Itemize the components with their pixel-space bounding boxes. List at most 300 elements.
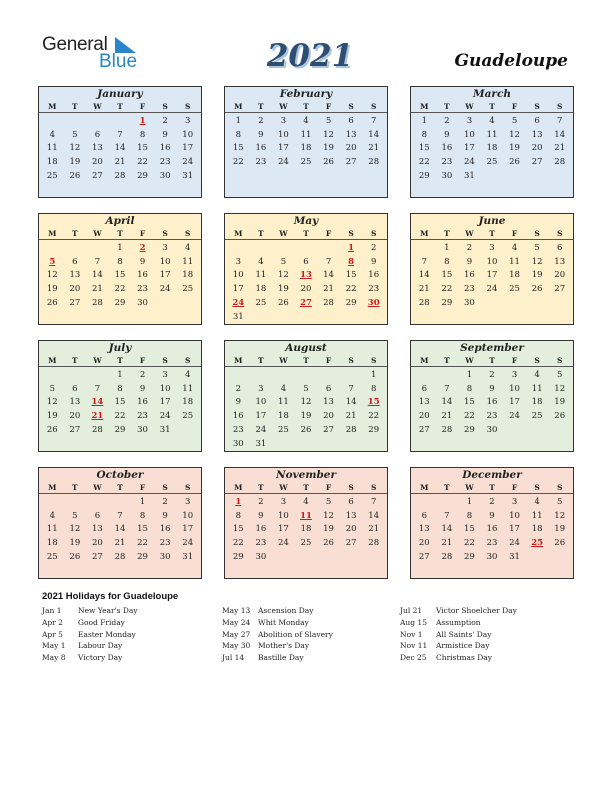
day-cell: 18 <box>278 411 289 422</box>
day-cell: 24 <box>509 411 520 422</box>
day-cell: 19 <box>46 411 58 422</box>
weekday-header: T <box>489 102 495 111</box>
month-october <box>38 467 202 579</box>
day-cell: 3 <box>511 496 518 507</box>
day-cell: 28 <box>114 171 126 182</box>
holiday-day: 14 <box>91 397 104 408</box>
weekday-header-row <box>39 482 201 494</box>
day-cell: 20 <box>418 538 430 549</box>
day-cell: 10 <box>232 270 244 281</box>
weekday-header: T <box>72 356 78 365</box>
day-cell: 19 <box>554 524 566 535</box>
day-cell: 21 <box>368 524 380 535</box>
day-grid <box>411 367 573 437</box>
day-cell: 16 <box>137 270 148 281</box>
day-cell: 19 <box>509 143 520 154</box>
day-cell: 26 <box>323 538 334 549</box>
day-cell: 14 <box>368 510 380 521</box>
day-cell: 13 <box>345 129 357 140</box>
day-grid <box>411 240 573 310</box>
holiday-row <box>222 652 333 664</box>
day-cell: 4 <box>534 369 540 380</box>
month-august <box>224 340 388 452</box>
weekday-header: F <box>511 229 518 238</box>
holiday-date: Nov 1 <box>400 629 423 639</box>
day-grid <box>39 240 201 310</box>
holiday-column <box>222 605 333 664</box>
day-cell: 13 <box>92 524 103 535</box>
day-cell: 25 <box>255 298 267 309</box>
day-cell: 18 <box>531 524 543 535</box>
holiday-day: 25 <box>531 538 544 549</box>
day-cell: 1 <box>444 242 450 253</box>
day-cell: 9 <box>258 129 264 140</box>
day-cell: 18 <box>531 397 543 408</box>
day-cell: 26 <box>69 552 81 563</box>
day-cell: 6 <box>303 256 309 267</box>
day-cell: 21 <box>323 284 334 295</box>
day-cell: 3 <box>280 115 287 126</box>
day-cell: 3 <box>184 115 191 126</box>
day-cell: 20 <box>92 538 103 549</box>
day-cell: 20 <box>418 411 430 422</box>
holiday-row <box>42 652 138 664</box>
holiday-date: May 1 <box>42 641 66 651</box>
day-cell: 14 <box>368 129 380 140</box>
holiday-row <box>400 652 517 664</box>
day-cell: 16 <box>441 143 453 154</box>
day-cell: 22 <box>232 538 244 549</box>
day-cell: 23 <box>159 538 171 549</box>
weekday-header: M <box>48 356 57 365</box>
month-name: January <box>97 88 143 100</box>
holiday-row <box>400 617 517 629</box>
day-cell: 25 <box>531 411 543 422</box>
holiday-name: Assumption <box>436 617 481 627</box>
holiday-date: May 30 <box>222 641 251 651</box>
holiday-row <box>222 629 333 641</box>
holiday-name: All Saints' Day <box>436 629 492 639</box>
day-cell: 2 <box>370 242 377 253</box>
day-cell: 27 <box>418 552 430 563</box>
holiday-date: Apr 2 <box>42 617 63 627</box>
day-cell: 30 <box>232 438 244 449</box>
holiday-name: Victor Shoelcher Day <box>436 606 517 615</box>
holiday-name: New Year's Day <box>78 606 138 615</box>
weekday-header: W <box>93 483 102 492</box>
weekday-header: S <box>162 483 168 492</box>
weekday-header: M <box>420 483 429 492</box>
weekday-header: S <box>162 229 168 238</box>
holiday-row <box>222 605 333 617</box>
day-cell: 13 <box>69 270 81 281</box>
day-cell: 5 <box>303 383 309 394</box>
day-cell: 24 <box>159 284 171 295</box>
day-cell: 20 <box>69 284 81 295</box>
day-cell: 1 <box>370 369 377 380</box>
day-cell: 16 <box>464 270 475 281</box>
day-cell: 9 <box>466 256 473 267</box>
weekday-header: T <box>258 483 264 492</box>
weekday-header: S <box>162 356 168 365</box>
weekday-header: W <box>93 102 102 111</box>
day-cell: 15 <box>114 270 126 281</box>
day-cell: 20 <box>531 143 543 154</box>
day-cell: 30 <box>441 171 453 182</box>
weekday-header-row <box>225 101 387 113</box>
day-cell: 9 <box>489 383 495 394</box>
day-cell: 28 <box>418 298 430 309</box>
day-cell: 12 <box>554 383 566 394</box>
day-cell: 14 <box>345 397 357 408</box>
day-cell: 22 <box>137 538 148 549</box>
holiday-date: Jan 1 <box>42 606 62 615</box>
weekday-header: S <box>348 229 354 238</box>
day-grid <box>39 494 201 564</box>
day-cell: 8 <box>235 129 241 140</box>
day-cell: 4 <box>489 115 495 126</box>
day-cell: 26 <box>69 171 81 182</box>
day-cell: 26 <box>554 538 566 549</box>
weekday-header: S <box>184 483 191 492</box>
day-cell: 3 <box>280 496 287 507</box>
month-september <box>410 340 574 452</box>
day-cell: 27 <box>531 157 543 168</box>
day-cell: 6 <box>534 115 540 126</box>
day-cell: 18 <box>486 143 498 154</box>
holiday-row <box>400 640 517 652</box>
day-cell: 27 <box>69 425 81 436</box>
day-cell: 30 <box>159 552 171 563</box>
day-cell: 15 <box>137 143 148 154</box>
weekday-header-row <box>39 355 201 367</box>
day-cell: 9 <box>444 129 450 140</box>
day-cell: 12 <box>509 129 520 140</box>
day-cell: 23 <box>486 411 498 422</box>
day-cell: 23 <box>255 157 267 168</box>
day-cell: 8 <box>370 383 377 394</box>
day-cell: 4 <box>184 369 191 380</box>
day-cell: 16 <box>159 524 171 535</box>
day-cell: 16 <box>368 270 380 281</box>
day-cell: 6 <box>556 242 563 253</box>
holiday-column <box>400 605 517 664</box>
day-cell: 4 <box>534 496 540 507</box>
holiday-column <box>42 605 138 664</box>
weekday-header: T <box>117 483 123 492</box>
day-cell: 4 <box>49 510 55 521</box>
day-cell: 16 <box>486 524 498 535</box>
day-cell: 5 <box>534 242 540 253</box>
weekday-header: W <box>279 229 288 238</box>
day-cell: 30 <box>486 552 498 563</box>
day-cell: 17 <box>255 411 267 422</box>
day-cell: 13 <box>418 397 430 408</box>
day-cell: 26 <box>300 425 312 436</box>
day-cell: 13 <box>345 510 357 521</box>
weekday-header: T <box>303 229 309 238</box>
weekday-header: T <box>117 356 123 365</box>
day-cell: 15 <box>137 524 148 535</box>
day-cell: 21 <box>114 157 126 168</box>
weekday-header: W <box>279 483 288 492</box>
day-cell: 23 <box>232 425 244 436</box>
day-cell: 25 <box>300 157 312 168</box>
day-cell: 12 <box>69 524 81 535</box>
day-cell: 5 <box>325 496 332 507</box>
day-cell: 10 <box>509 510 520 521</box>
weekday-header: S <box>556 229 563 238</box>
day-cell: 30 <box>137 298 148 309</box>
day-cell: 2 <box>235 383 241 394</box>
holiday-day: 21 <box>91 411 104 422</box>
day-cell: 22 <box>232 157 244 168</box>
day-cell: 11 <box>255 270 267 281</box>
day-grid <box>39 113 201 183</box>
day-cell: 3 <box>466 115 473 126</box>
month-december <box>410 467 574 579</box>
month-april <box>38 213 202 325</box>
weekday-header: T <box>489 483 495 492</box>
day-cell: 15 <box>464 397 475 408</box>
day-cell: 19 <box>323 524 334 535</box>
month-may <box>224 213 388 325</box>
weekday-header: W <box>465 229 474 238</box>
day-cell: 26 <box>554 411 566 422</box>
day-cell: 7 <box>556 115 563 126</box>
day-cell: 28 <box>345 425 357 436</box>
day-cell: 14 <box>418 270 430 281</box>
day-cell: 12 <box>554 510 566 521</box>
holiday-day: 30 <box>367 298 380 309</box>
weekday-header: S <box>370 483 377 492</box>
day-cell: 16 <box>159 143 171 154</box>
weekday-header: S <box>534 102 540 111</box>
day-cell: 30 <box>464 298 475 309</box>
day-cell: 22 <box>114 284 126 295</box>
weekday-header: F <box>139 102 146 111</box>
day-cell: 23 <box>137 284 148 295</box>
holiday-row <box>400 629 517 641</box>
day-cell: 27 <box>92 552 103 563</box>
day-cell: 22 <box>345 284 357 295</box>
day-cell: 21 <box>418 284 430 295</box>
day-cell: 3 <box>258 383 264 394</box>
day-cell: 13 <box>554 256 566 267</box>
weekday-header: T <box>303 102 309 111</box>
holiday-date: Apr 5 <box>42 629 63 639</box>
weekday-header: T <box>258 229 264 238</box>
calendar-year: 2021 <box>266 38 354 74</box>
day-cell: 10 <box>464 129 475 140</box>
day-cell: 10 <box>255 397 267 408</box>
holiday-date: May 13 <box>222 606 251 615</box>
day-cell: 2 <box>489 496 495 507</box>
day-cell: 28 <box>441 425 453 436</box>
month-name: June <box>478 215 506 227</box>
weekday-header: W <box>465 483 474 492</box>
day-cell: 21 <box>114 538 126 549</box>
day-cell: 3 <box>184 496 191 507</box>
weekday-header: M <box>420 102 429 111</box>
weekday-header: S <box>348 102 354 111</box>
holiday-row <box>42 629 138 641</box>
weekday-header: T <box>303 356 309 365</box>
day-cell: 4 <box>184 242 191 253</box>
holiday-name: Whit Monday <box>258 617 309 627</box>
weekday-header: W <box>93 356 102 365</box>
day-cell: 6 <box>94 510 101 521</box>
day-cell: 9 <box>235 397 241 408</box>
day-cell: 7 <box>370 496 377 507</box>
day-cell: 31 <box>159 425 171 436</box>
holiday-day: 8 <box>348 256 355 267</box>
day-cell: 27 <box>92 171 103 182</box>
day-cell: 12 <box>323 510 334 521</box>
day-cell: 6 <box>348 115 354 126</box>
day-cell: 30 <box>255 552 267 563</box>
weekday-header: T <box>72 483 78 492</box>
weekday-header: T <box>303 483 309 492</box>
holiday-row <box>222 640 333 652</box>
day-cell: 27 <box>345 157 357 168</box>
day-cell: 20 <box>92 157 103 168</box>
day-cell: 20 <box>69 411 81 422</box>
holiday-date: Nov 11 <box>400 641 428 651</box>
holiday-day: 27 <box>300 298 312 309</box>
day-cell: 12 <box>46 270 58 281</box>
day-cell: 8 <box>117 256 123 267</box>
weekday-header: S <box>556 483 563 492</box>
day-cell: 3 <box>511 369 518 380</box>
weekday-header: T <box>258 102 264 111</box>
day-cell: 13 <box>531 129 543 140</box>
day-cell: 11 <box>46 143 58 154</box>
day-cell: 3 <box>235 256 241 267</box>
day-cell: 19 <box>69 157 81 168</box>
day-cell: 6 <box>325 383 332 394</box>
day-cell: 5 <box>556 369 563 380</box>
weekday-header: M <box>48 102 57 111</box>
day-cell: 3 <box>489 242 495 253</box>
day-cell: 3 <box>162 242 168 253</box>
day-grid <box>411 113 573 183</box>
weekday-header: W <box>279 102 288 111</box>
day-cell: 15 <box>345 270 357 281</box>
holiday-day: 24 <box>232 298 245 309</box>
day-cell: 18 <box>300 143 312 154</box>
day-cell: 20 <box>554 270 566 281</box>
weekday-header-row <box>411 101 573 113</box>
day-grid <box>39 367 201 437</box>
day-cell: 8 <box>466 383 473 394</box>
day-cell: 9 <box>139 383 146 394</box>
month-name: July <box>108 342 132 354</box>
weekday-header: W <box>279 356 288 365</box>
day-cell: 22 <box>441 284 453 295</box>
day-cell: 9 <box>162 510 168 521</box>
day-cell: 4 <box>511 242 518 253</box>
day-cell: 28 <box>323 298 334 309</box>
day-cell: 31 <box>182 552 194 563</box>
holiday-row <box>42 605 138 617</box>
day-cell: 10 <box>182 129 194 140</box>
day-cell: 28 <box>114 552 126 563</box>
day-cell: 18 <box>182 397 194 408</box>
day-cell: 23 <box>441 157 453 168</box>
weekday-header: M <box>234 229 243 238</box>
holiday-day: 5 <box>49 256 56 267</box>
day-cell: 27 <box>554 284 566 295</box>
day-cell: 28 <box>554 157 566 168</box>
day-cell: 11 <box>531 510 543 521</box>
weekday-header: S <box>370 229 377 238</box>
day-cell: 19 <box>300 411 312 422</box>
weekday-header: T <box>489 356 495 365</box>
month-name: September <box>460 342 524 354</box>
day-cell: 7 <box>94 383 101 394</box>
day-cell: 7 <box>421 256 427 267</box>
day-cell: 5 <box>325 115 332 126</box>
weekday-header: W <box>93 229 102 238</box>
day-cell: 14 <box>554 129 566 140</box>
holiday-day: 11 <box>300 510 312 521</box>
day-grid <box>225 367 387 451</box>
day-cell: 13 <box>418 524 430 535</box>
holiday-name: Bastille Day <box>258 653 304 663</box>
day-cell: 14 <box>114 524 126 535</box>
weekday-header: S <box>184 102 191 111</box>
day-cell: 25 <box>278 425 289 436</box>
holiday-name: Easter Monday <box>78 629 136 639</box>
day-cell: 26 <box>46 425 58 436</box>
day-cell: 17 <box>159 270 171 281</box>
day-cell: 6 <box>348 496 354 507</box>
day-cell: 21 <box>345 411 357 422</box>
day-cell: 11 <box>278 397 289 408</box>
day-cell: 17 <box>182 524 194 535</box>
weekday-header: S <box>184 356 191 365</box>
holiday-name: Abolition of Slavery <box>258 629 333 639</box>
weekday-header: S <box>370 102 377 111</box>
holiday-date: Jul 14 <box>222 653 245 663</box>
day-cell: 25 <box>486 157 498 168</box>
day-cell: 10 <box>278 129 289 140</box>
day-cell: 12 <box>300 397 312 408</box>
day-cell: 13 <box>323 397 334 408</box>
day-cell: 16 <box>255 143 267 154</box>
day-cell: 12 <box>69 143 81 154</box>
day-grid <box>225 240 387 324</box>
day-cell: 24 <box>255 425 267 436</box>
brand-name-blue: Blue <box>99 51 138 72</box>
day-cell: 29 <box>464 425 475 436</box>
day-cell: 23 <box>159 157 171 168</box>
month-july <box>38 340 202 452</box>
day-cell: 22 <box>114 411 126 422</box>
day-cell: 2 <box>489 369 495 380</box>
day-cell: 17 <box>486 270 498 281</box>
weekday-header-row <box>411 355 573 367</box>
day-cell: 19 <box>278 284 289 295</box>
day-cell: 4 <box>258 256 264 267</box>
holiday-date: Jul 21 <box>400 606 423 615</box>
day-cell: 7 <box>444 510 450 521</box>
day-cell: 26 <box>531 284 543 295</box>
day-cell: 26 <box>323 157 334 168</box>
day-cell: 19 <box>46 284 58 295</box>
weekday-header: M <box>48 229 57 238</box>
